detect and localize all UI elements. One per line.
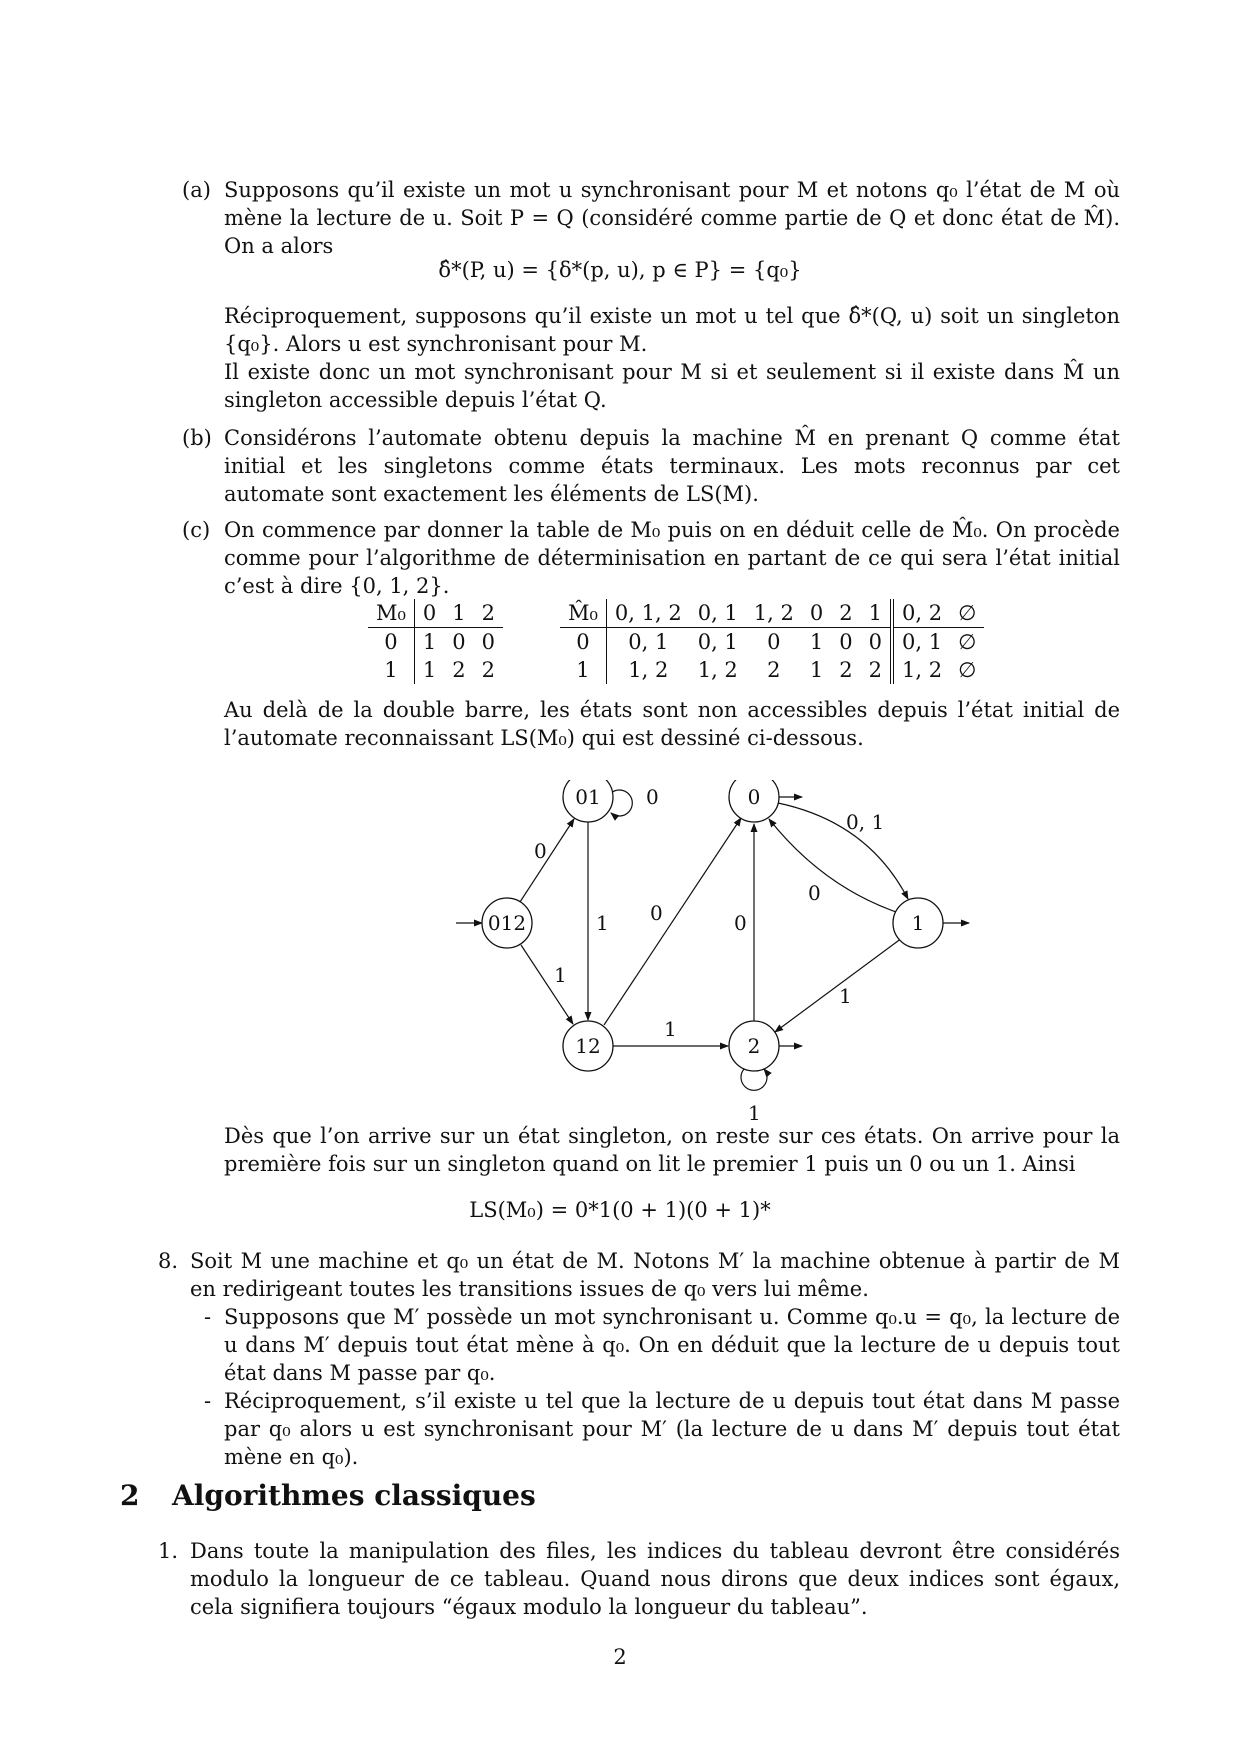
table-cell: ∅ <box>950 599 984 628</box>
section-title: Algorithmes classiques <box>172 1479 536 1512</box>
loop-2 <box>741 1069 767 1090</box>
item-c-paragraph-2: Au delà de la double barre, les états sont non accessibles depuis l’état initial de l’automate reconnaissant LS(M₀) qui est dessiné ci-dessous. <box>224 698 1120 750</box>
table-cell: 0, 1 <box>697 630 738 654</box>
edge-label: 1 <box>596 911 609 935</box>
table-cell: 0, 1 <box>628 630 669 654</box>
item-b-paragraph: Considérons l’automate obtenu depuis la machine M̂ en prenant Q comme état initial et les singletons comme états terminaux. Les mots reconnus par cet automate sont exactement les éléments de LS(M). <box>224 426 1120 506</box>
table-cell: 0 <box>368 628 414 657</box>
table-cell: 0, 1, 2 <box>606 599 689 628</box>
item-label-a: (a) <box>182 178 211 202</box>
table-cell: 1 <box>422 658 437 682</box>
page-number: 2 <box>613 1645 627 1669</box>
table-cell: 1, 2 <box>902 658 943 682</box>
table-cell: 0, 2 <box>892 599 950 628</box>
state-label: 12 <box>575 1034 601 1058</box>
table-cell: 0 <box>802 599 831 628</box>
table-cell: 1 <box>861 599 892 628</box>
table-row <box>368 599 503 628</box>
edge-label: 0 <box>534 839 547 863</box>
table-row <box>560 599 984 628</box>
state-label: 1 <box>911 911 925 935</box>
table-cell: M̂₀ <box>560 599 606 628</box>
table-m0-hat <box>560 599 984 684</box>
edge-label: 1 <box>839 984 852 1008</box>
bullet-dash: - <box>204 1389 212 1413</box>
edge-label: 0 <box>808 881 821 905</box>
state-label: 0 <box>747 785 761 809</box>
item-8-label: 8. <box>158 1249 179 1273</box>
table-cell: M₀ <box>368 599 414 628</box>
table-cell: 1 <box>444 599 473 628</box>
table-row <box>368 628 503 657</box>
table-row <box>560 656 984 684</box>
table-cell: 2 <box>481 658 496 682</box>
item-8-bullet-1: Supposons que M′ possède un mot synchronisant u. Comme q₀.u = q₀, la lecture de u dans M′ depuis tout état mène à q₀. On en déduit que la lecture de u depuis tout état dans M passe par q₀. <box>224 1305 1120 1385</box>
item-a-paragraph-2: Réciproquement, supposons qu’il existe un mot u tel que δ̂*(Q, u) soit un singleton {q₀}. Alors u est synchronisant pour M. <box>224 304 1120 356</box>
edge-label: 1 <box>554 963 567 987</box>
table-cell: ∅ <box>958 630 977 654</box>
table-cell: 2 <box>767 658 781 682</box>
table-cell: 1 <box>809 630 824 654</box>
edge-label: 0 <box>646 785 659 809</box>
section-2-item-1: Dans toute la manipulation des files, les indices du tableau devront être considérés modulo la longueur de ce tableau. Quand nous dirons que deux indices sont égaux, cela signifiera toujours “égaux modulo la longueur du tableau”. <box>190 1539 1120 1619</box>
table-cell: 1 <box>560 656 606 684</box>
edge-label: 0 <box>734 911 747 935</box>
table-m0 <box>368 599 503 684</box>
table-cell: 2 <box>831 599 860 628</box>
table-cell: 1 <box>368 656 414 684</box>
item-a-equation: δ̂*(P, u) = {δ*(p, u), p ∈ P} = {q₀} <box>438 258 802 282</box>
item-c-paragraph-3: Dès que l’on arrive sur un état singleton, on reste sur ces états. On arrive pour la première fois sur un singleton quand on lit le premier 1 puis un 0 ou un 1. Ainsi <box>224 1124 1120 1176</box>
edge-label: 0, 1 <box>846 810 885 834</box>
table-cell: 1 <box>809 658 824 682</box>
edge-label: 1 <box>664 1017 677 1041</box>
table-cell: 0 <box>452 630 466 654</box>
item-c-equation: LS(M₀) = 0*1(0 + 1)(0 + 1)* <box>469 1198 771 1222</box>
table-cell: 0 <box>560 628 606 657</box>
table-cell: 2 <box>474 599 503 628</box>
edge-012-to-01 <box>520 819 574 902</box>
table-cell: 0 <box>414 599 444 628</box>
item-a-paragraph-1: Supposons qu’il existe un mot u synchronisant pour M et notons q₀ l’état de M où mène la lecture de u. Soit P = Q (considéré comme partie de Q et donc état de M̂). On a alors <box>224 178 1120 258</box>
table-cell: 0 <box>839 630 853 654</box>
table-cell: 1, 2 <box>697 658 738 682</box>
table-cell: 0 <box>861 628 892 657</box>
table-row <box>560 628 984 657</box>
item-8-paragraph: Soit M une machine et q₀ un état de M. Notons M′ la machine obtenue à partir de M en redirigeant toutes les transitions issues de q₀ vers lui même. <box>190 1249 1120 1301</box>
table-cell: ∅ <box>958 658 977 682</box>
table-cell: 2 <box>839 658 853 682</box>
edge-12-to-0 <box>604 818 741 1025</box>
table-cell: 0, 1 <box>690 599 746 628</box>
table-cell: 0 <box>767 630 781 654</box>
state-label: 2 <box>747 1034 761 1058</box>
edge-label: 1 <box>748 1101 761 1125</box>
section-number: 2 <box>120 1479 140 1512</box>
table-cell: 1, 2 <box>746 599 802 628</box>
state-label: 012 <box>487 911 527 935</box>
bullet-dash: - <box>204 1305 212 1329</box>
item-8-bullet-2: Réciproquement, s’il existe u tel que la lecture de u depuis tout état dans M passe par q₀ alors u est synchronisant pour M′ (la lecture de u dans M′ depuis tout état mène en q₀). <box>224 1389 1120 1469</box>
table-cell: 2 <box>452 658 466 682</box>
item-c-paragraph-1: On commence par donner la table de M₀ puis on en déduit celle de M̂₀. On procède comme pour l’algorithme de déterminisation en partant de ce qui sera l’état initial c’est à dire {0, 1, 2}. <box>224 518 1120 598</box>
table-row <box>368 656 503 684</box>
item-label-c: (c) <box>182 518 211 542</box>
table-cell: 1 <box>422 630 437 654</box>
table-cell: 0 <box>481 630 496 654</box>
table-cell: 0, 1 <box>902 630 943 654</box>
table-cell: 1, 2 <box>628 658 669 682</box>
table-cell: 2 <box>861 656 892 684</box>
loop-01 <box>611 790 632 816</box>
item-label-b: (b) <box>182 426 212 450</box>
automaton-diagram <box>440 780 1000 1135</box>
section-2-item-1-label: 1. <box>158 1539 179 1563</box>
state-label: 01 <box>575 785 601 809</box>
item-a-paragraph-3: Il existe donc un mot synchronisant pour M si et seulement si il existe dans M̂ un singleton accessible depuis l’état Q. <box>224 360 1120 412</box>
edge-label: 0 <box>650 901 663 925</box>
